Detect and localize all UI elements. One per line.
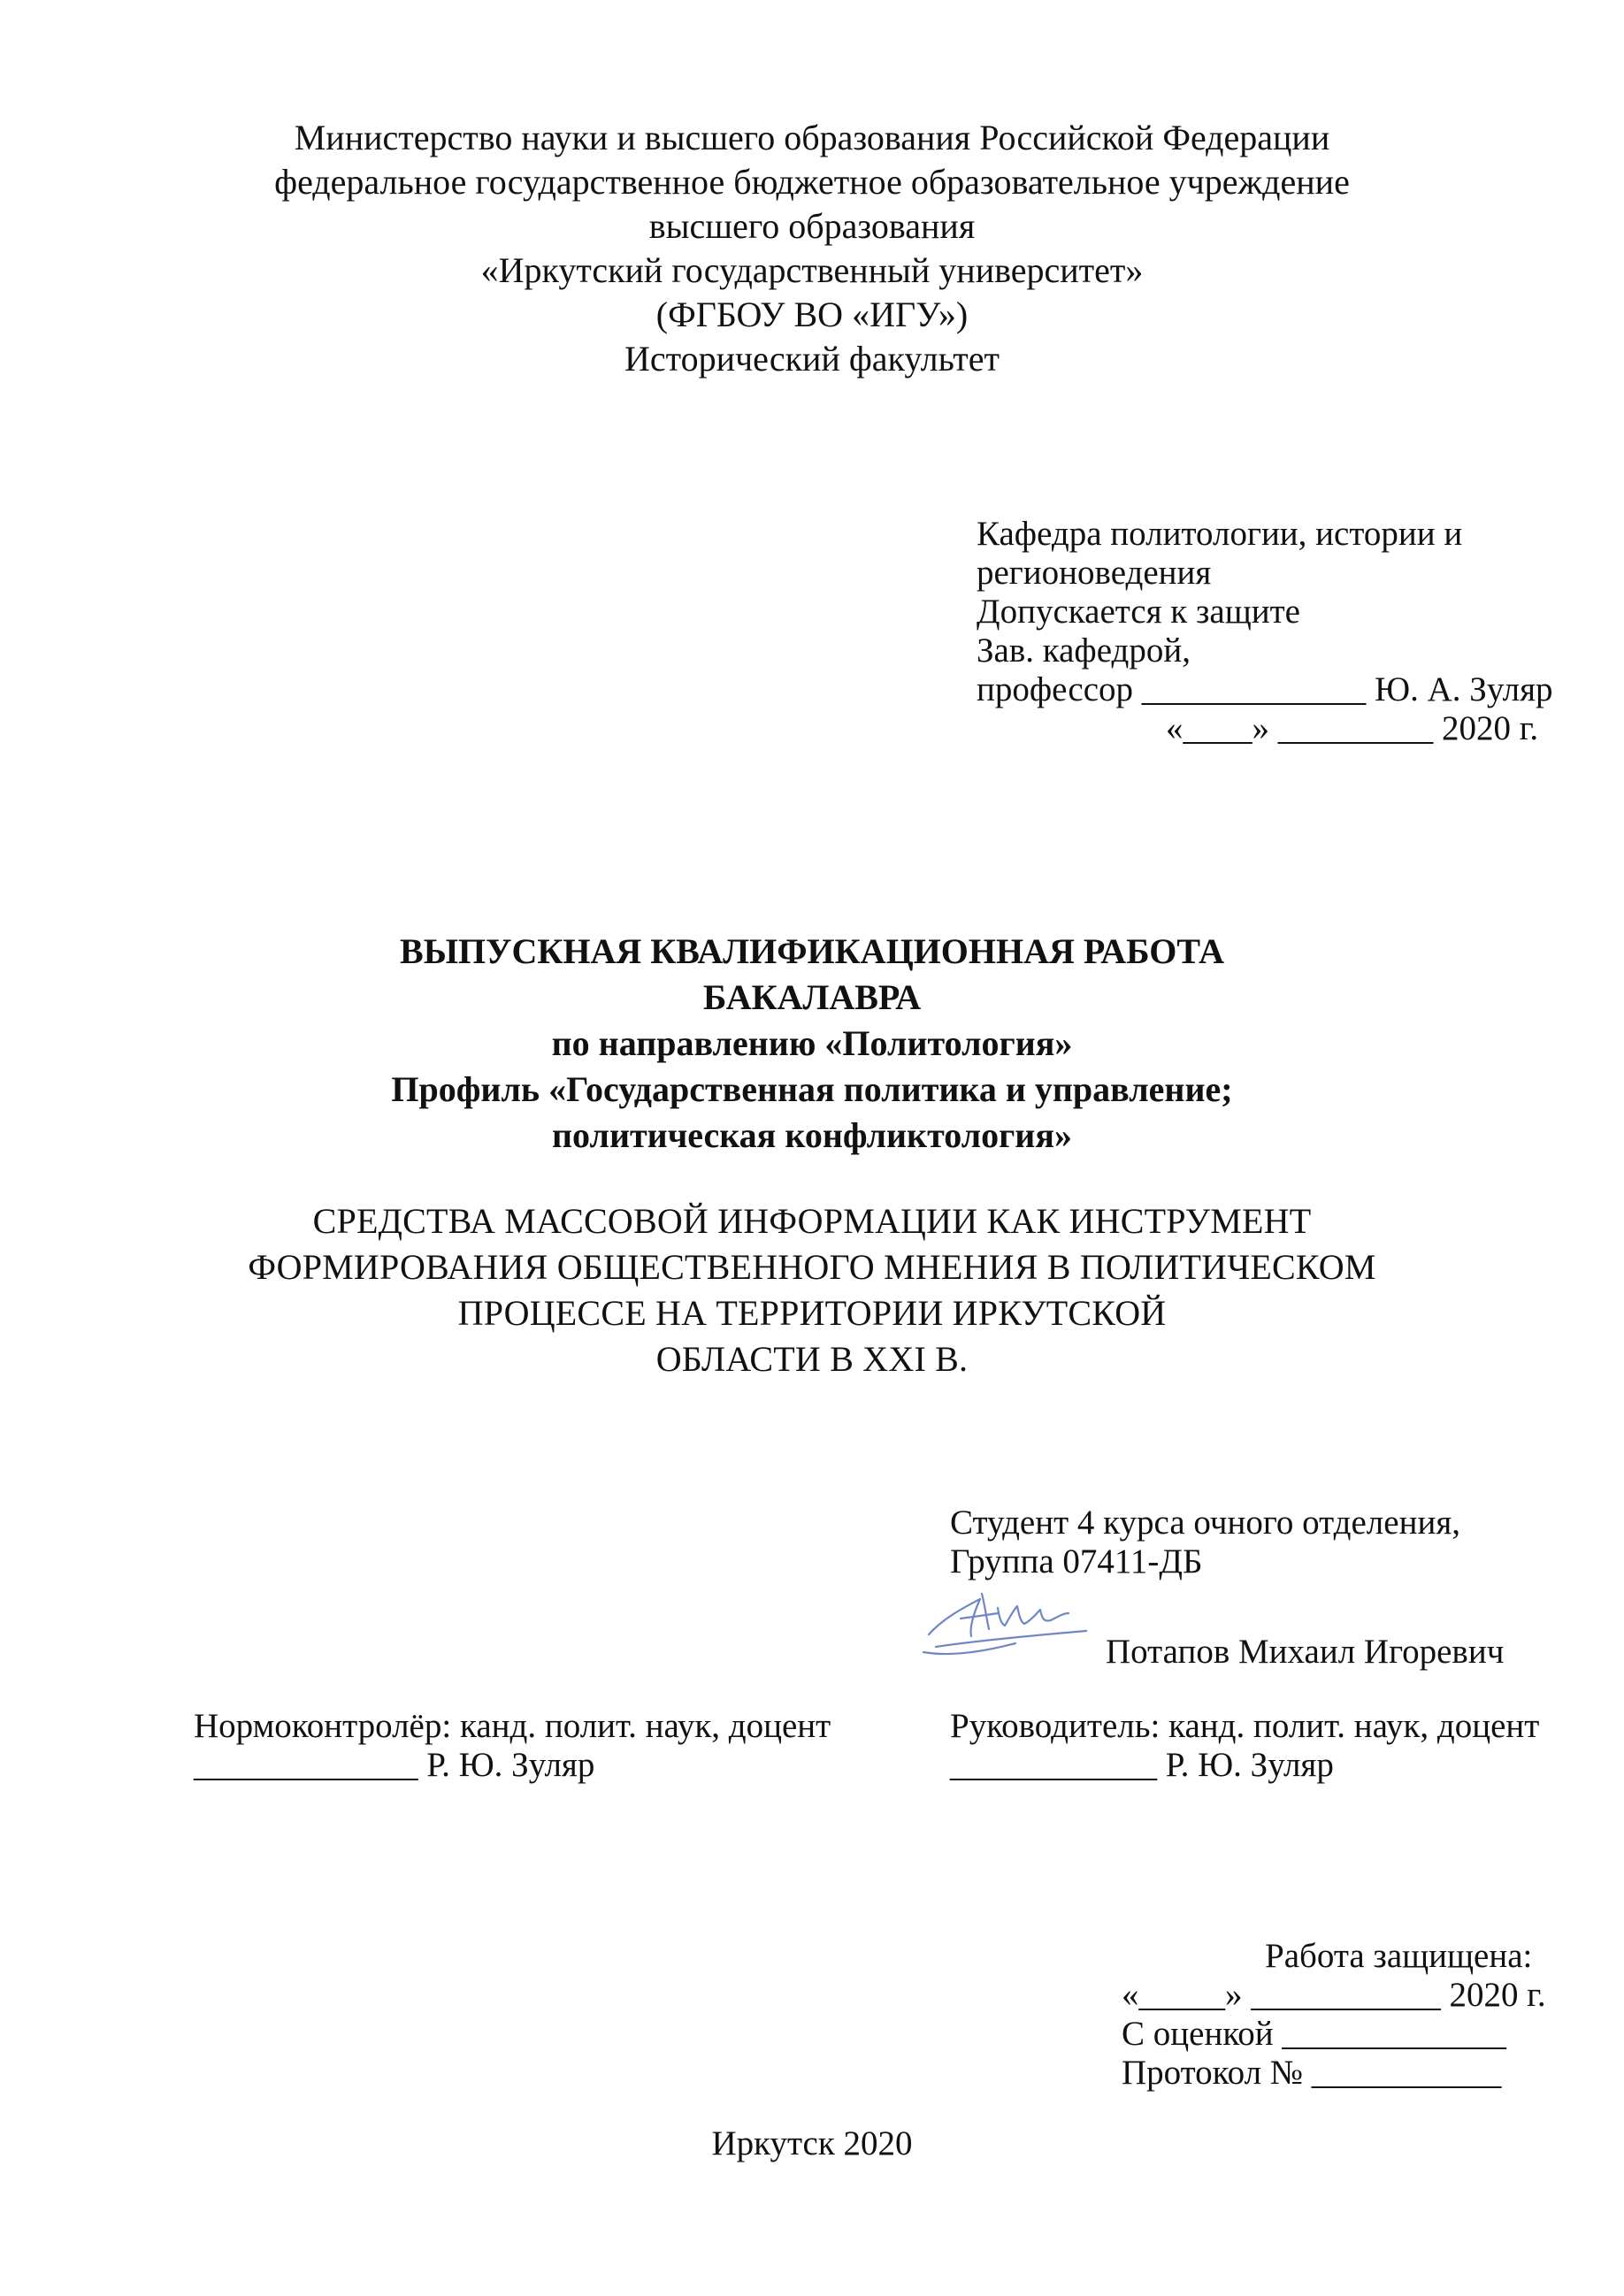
supervisor-sign-line: ____________ Р. Ю. Зуляр [950, 1746, 1334, 1784]
approval-date-line: «____» _________ 2020 г. [1166, 709, 1539, 747]
department-line-1: Кафедра политологии, истории и [977, 515, 1463, 553]
city-year: Иркутск 2020 [711, 2124, 913, 2162]
institution-type-line: федеральное государственное бюджетное образовательное учреждение [274, 162, 1350, 202]
work-profile-line-1: Профиль «Государственная политика и управление; [391, 1069, 1233, 1109]
student-course: Студент 4 курса очного отделения, [950, 1504, 1461, 1542]
topic-line-3: ПРОЦЕССЕ НА ТЕРРИТОРИИ ИРКУТСКОЙ [457, 1293, 1167, 1333]
supervisor-title: Руководитель: канд. полит. наук, доцент [950, 1707, 1540, 1745]
professor-sign-line: профессор _____________ Ю. А. Зуляр [977, 670, 1553, 708]
student-signature-icon [918, 1573, 1104, 1661]
work-type-title: ВЫПУСКНАЯ КВАЛИФИКАЦИОННАЯ РАБОТА [400, 931, 1224, 971]
topic-line-4: ОБЛАСТИ В XXI В. [655, 1339, 969, 1379]
ministry-line: Министерство науки и высшего образования Российской Федерации [294, 118, 1330, 157]
normcontrol-title: Нормоконтролёр: канд. полит. наук, доцент [194, 1707, 831, 1745]
topic-line-2: ФОРМИРОВАНИЯ ОБЩЕСТВЕННОГО МНЕНИЯ В ПОЛИТИЧЕСКОМ [248, 1247, 1376, 1287]
work-degree: БАКАЛАВРА [702, 977, 922, 1017]
work-direction: по направлению «Политология» [551, 1023, 1073, 1063]
faculty-line: Исторический факультет [624, 339, 1000, 379]
student-name: Потапов Михаил Игоревич [1106, 1633, 1505, 1671]
defense-date-line: «_____» ___________ 2020 г. [1122, 1976, 1546, 2014]
admitted-line: Допускается к защите [977, 593, 1300, 631]
university-abbr-line: (ФГБОУ ВО «ИГУ») [655, 295, 969, 334]
normcontrol-sign-line: _____________ Р. Ю. Зуляр [194, 1746, 595, 1784]
defense-title: Работа защищена: [1265, 1937, 1533, 1975]
work-profile-line-2: политическая конфликтология» [551, 1115, 1072, 1155]
student-group: Группа 07411-ДБ [950, 1542, 1203, 1580]
education-level-line: высшего образования [648, 206, 976, 246]
head-line: Зав. кафедрой, [977, 631, 1191, 670]
department-line-2: регионоведения [977, 554, 1212, 592]
topic-line-1: СРЕДСТВА МАССОВОЙ ИНФОРМАЦИИ КАК ИНСТРУМЕНТ [312, 1201, 1312, 1241]
defense-protocol-line: Протокол № ___________ [1122, 2054, 1502, 2092]
defense-grade-line: С оценкой _____________ [1122, 2015, 1506, 2053]
university-name-line: «Иркутский государственный университет» [480, 250, 1144, 290]
